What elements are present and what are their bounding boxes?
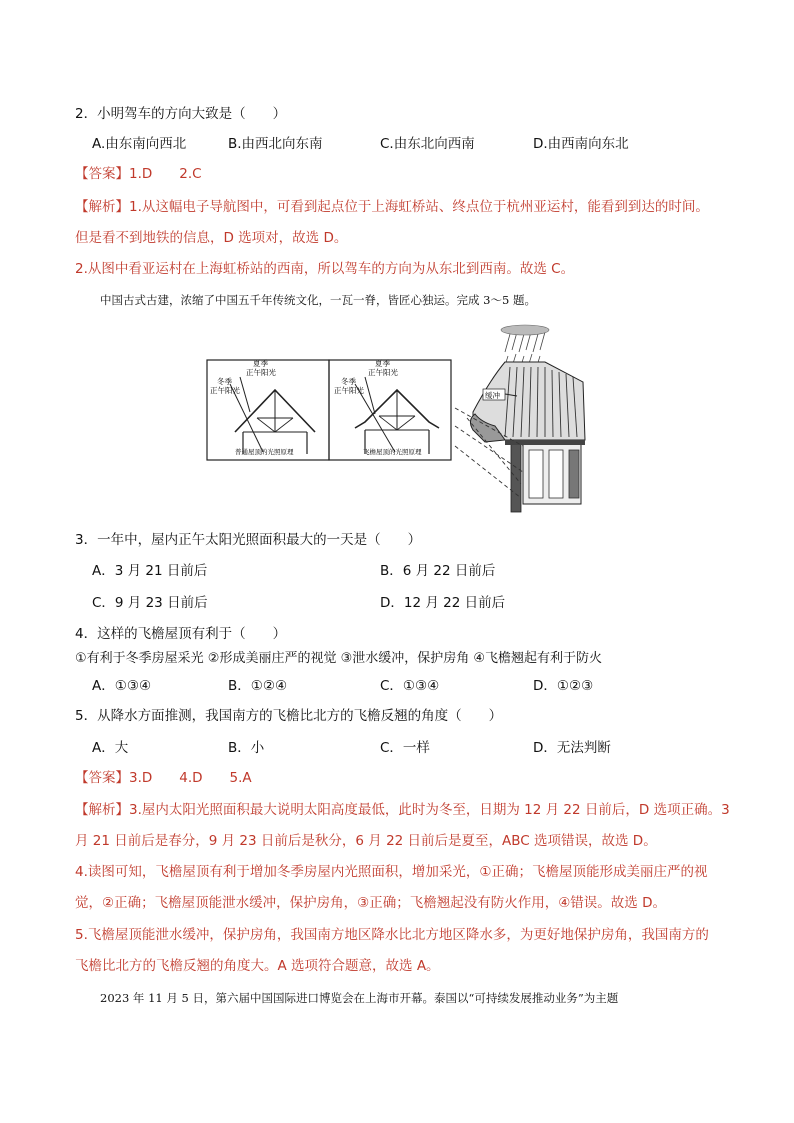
answer-tag: 【答案】 (75, 770, 129, 786)
panel-2-summer-ray (365, 377, 375, 414)
panel-1-summer-label-1: 夏季 (253, 359, 268, 368)
panel-1-winter-label-2: 正午阳光 (210, 386, 240, 395)
buffer-label: 缓冲 (485, 391, 500, 400)
q3-option-d: D．12 月 22 日前后 (380, 595, 506, 611)
answer-text: 3.D 4.D 5.A (129, 770, 252, 786)
panel-1-caption: 普通屋顶的光照原理 (235, 448, 294, 456)
q3-option-a: A．3 月 21 日前后 (92, 563, 208, 579)
panel-1-winter-label-1: 冬季 (217, 377, 232, 386)
analysis-2-line-2: 月 21 日前后是春分，9 月 23 日前后是秋分，6 月 22 日前后是夏至，ABC 选项错误，故选 D。 (75, 833, 657, 849)
answer-tag: 【答案】 (75, 166, 129, 182)
panel-2-caption: 飞檐屋顶的光照原理 (363, 448, 422, 456)
q4-items: ①有利于冬季房屋采光 ②形成美丽庄严的视觉 ③泄水缓冲，保护房角 ④飞檐翘起有利于防火 (75, 651, 603, 666)
panel-2-summer-label-2: 正午阳光 (368, 368, 398, 377)
intro-q3-5: 中国古式古建，浓缩了中国五千年传统文化，一瓦一脊，皆匠心独运。完成 3～5 题。 (100, 293, 536, 307)
panel-2-winter-label-1: 冬季 (341, 377, 356, 386)
q5-stem: 5．从降水方面推测，我国南方的飞檐比北方的飞檐反翘的角度（ ） (75, 708, 503, 724)
answer-text: 1.D 2.C (129, 166, 202, 182)
eave-building-illustration (455, 325, 585, 512)
q5-option-d: D．无法判断 (533, 740, 611, 756)
q4-stem: 4．这样的飞檐屋顶有利于（ ） (75, 626, 287, 642)
q5-option-b: B．小 (228, 740, 265, 756)
q2-stem: 2．小明驾车的方向大致是（ ） (75, 106, 287, 122)
analysis-tag: 【解析】 (75, 199, 129, 215)
analysis-2-line-6: 飞檐比北方的飞檐反翘的角度大。A 选项符合题意，故选 A。 (75, 958, 440, 974)
analysis-tag: 【解析】 (75, 802, 129, 818)
q2-option-a: A.由东南向西北 (92, 136, 187, 152)
q5-option-a: A．大 (92, 740, 129, 756)
analysis-1-line-2: 但是看不到地铁的信息，D 选项对，故选 D。 (75, 230, 348, 246)
panel-2-summer-label-1: 夏季 (375, 359, 390, 368)
q3-stem: 3．一年中，屋内正午太阳光照面积最大的一天是（ ） (75, 532, 422, 548)
panel-2-winter-label-2: 正午阳光 (334, 386, 364, 395)
analysis-2-line-5: 5.飞檐屋顶能泄水缓冲，保护房角，我国南方地区降水比北方地区降水多，为更好地保护房角，我国南方的 (75, 927, 709, 943)
answer-block-1 (75, 164, 202, 184)
q2-option-b: B.由西北向东南 (228, 136, 323, 152)
q3-option-b: B．6 月 22 日前后 (380, 563, 496, 579)
q4-option-a: A．①③④ (92, 678, 152, 694)
analysis-2-text: 3.屋内太阳光照面积最大说明太阳高度最低，此时为冬至，日期为 12 月 22 日前后，D 选项正确。3 (129, 802, 730, 818)
analysis-1-line-3: 2.从图中看亚运村在上海虹桥站的西南，所以驾车的方向为从东北到西南。故选 C。 (75, 261, 575, 277)
intro-next-section: 2023 年 11 月 5 日，第六届中国国际进口博览会在上海市开幕。泰国以“可持续发展推动业务”为主题 (100, 991, 619, 1005)
analysis-2-line-1 (75, 800, 730, 820)
q5-option-c: C．一样 (380, 740, 430, 756)
q4-option-c: C．①③④ (380, 678, 440, 694)
q4-option-b: B．①②④ (228, 678, 288, 694)
q2-option-c: C.由东北向西南 (380, 136, 475, 152)
analysis-2-line-4: 觉，②正确；飞檐屋顶能泄水缓冲，保护房角，③正确；飞檐翘起没有防火作用，④错误。故选 D。 (75, 895, 666, 911)
q4-option-d: D．①②③ (533, 678, 594, 694)
panel-1-summer-label-2: 正午阳光 (246, 368, 276, 377)
answer-block-2 (75, 768, 252, 788)
roof-figure-svg (205, 322, 590, 514)
roof-figure (205, 322, 590, 514)
q3-option-c: C．9 月 23 日前后 (92, 595, 208, 611)
analysis-1-text: 1.从这幅电子导航图中，可看到起点位于上海虹桥站、终点位于杭州亚运村，能看到到达的时间。 (129, 199, 709, 215)
analysis-1-line-1 (75, 197, 709, 217)
analysis-2-line-3: 4.读图可知，飞檐屋顶有利于增加冬季房屋内光照面积，增加采光，①正确；飞檐屋顶能形成美丽庄严的视 (75, 864, 708, 880)
q2-option-d: D.由西南向东北 (533, 136, 629, 152)
